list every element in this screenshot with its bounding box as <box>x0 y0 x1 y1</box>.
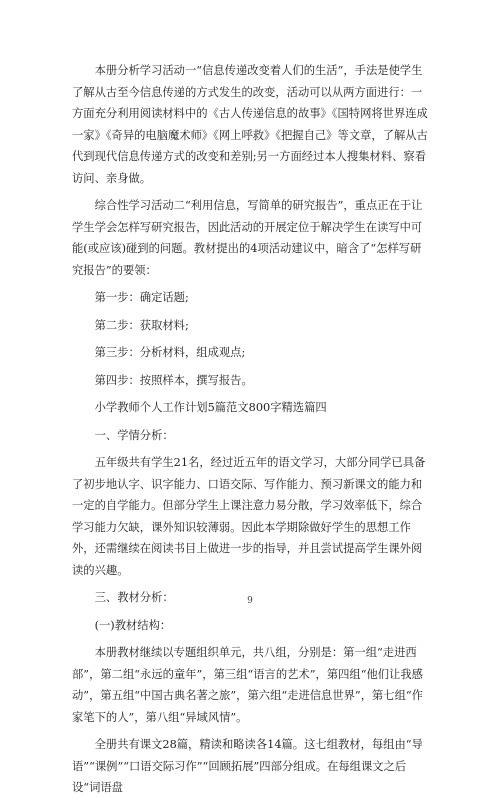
paragraph-activity-two: 综合性学习活动二“利用信息，写简单的研究报告”，重点正在于让学生学会怎样写研究报告，因此活动的开展定位于解决学生在读写中可能(或应该)碰到的问题。教材提出的4项活动建议中，暗含了“怎样写研究报告”的要领： <box>72 199 423 277</box>
step-three: 第三步：分析材料，组成观点; <box>94 346 246 359</box>
paragraph-textbook-units: 本册教材继续以专题组织单元，共八组，分别是：第一组“走进西部”，第二组“永远的童年”，第三组“语言的艺术”，第四组“他们让我感动”，第五组“中国古典名著之旅”，第六组“走进信息世界”，第七组“作家笔下的人”，第八组“异域风情”。 <box>72 646 423 724</box>
paragraph-lessons-count: 全册共有课文28篇，精读和略读各14篇。这七组教材，每组由“导语”“课例”“口语交际习作”“回顾拓展”四部分组成。在每组课文之后设“词语盘 <box>72 738 423 794</box>
document-body <box>72 60 430 799</box>
section-title: 小学教师个人工作计划5篇范文800字精选篇四 <box>94 401 327 414</box>
paragraph-student-analysis: 五年级共有学生21名，经过近五年的语文学习，大部分同学已具备了初步地认字、识字能力、口语交际、写作能力、预习新课文的能力和一定的自学能力。但部分学生上课注意力易分散，学习效率低下，综合学习能力欠缺，课外知识较薄弱。因此本学期除做好学生的思想工作外，还需继续在阅读书目上做进一步的指导，并且尝试提高学生课外阅读的兴趣。 <box>72 456 426 577</box>
step-four: 第四步：按照样本，撰写报告。 <box>94 373 253 387</box>
heading-textbook-analysis: 三、教材分析： <box>94 591 174 604</box>
paragraph-activity-one: 本册分析学习活动一“信息传递改变着人们的生活”，手法是使学生了解从古至今信息传递的方式发生的改变，活动可以从两方面进行：一方面充分利用阅读材料中的《古人传递信息的故事》《国特网将世界连成一家》《奇异的电脑魔术师》《网上呼救》《把握自己》等文章，了解从古代到现代信息传递方式的改变和差别;另一方面经过本人搜集材料、察看访问、亲身做。 <box>72 64 428 185</box>
page-number: 9 <box>247 596 253 606</box>
heading-textbook-structure: (一)教材结构： <box>94 618 172 632</box>
step-one: 第一步：确定话题; <box>94 291 189 304</box>
step-two: 第二步：获取材料; <box>94 318 189 332</box>
heading-student-analysis: 一、学情分析： <box>94 428 174 442</box>
